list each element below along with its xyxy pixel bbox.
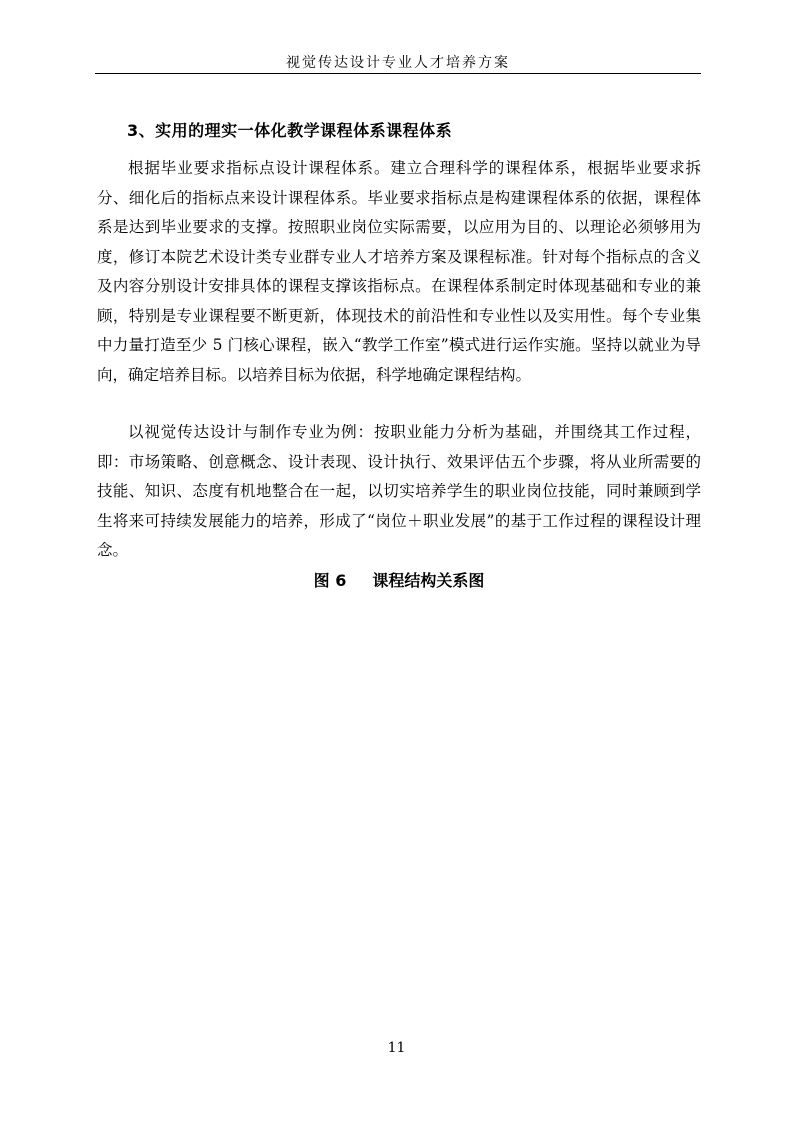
figure-title: 课程结构关系图 <box>372 571 485 590</box>
header-rule <box>95 73 701 74</box>
figure-caption <box>97 568 701 591</box>
figure-number: 图 6 <box>313 571 347 590</box>
body-paragraph-2: 以视觉传达设计与制作专业为例：按职业能力分析为基础，并围绕其工作过程，即：市场策略、创意概念、设计表现、设计执行、效果评估五个步骤，将从业所需要的技能、知识、态度有机地整合在一起，以切实培养学生的职业岗位技能，同时兼顾到学生将来可持续发展能力的培养，形成了“岗位＋职业发展”的基于工作过程的课程设计理念。 <box>97 423 701 559</box>
section-heading: 3、实用的理实一体化教学课程体系课程体系 <box>127 121 453 140</box>
body-paragraph-1: 根据毕业要求指标点设计课程体系。建立合理科学的课程体系，根据毕业要求拆分、细化后的指标点来设计课程体系。毕业要求指标点是构建课程体系的依据，课程体系是达到毕业要求的支撑。按照职业岗位实际需要，以应用为目的、以理论必须够用为度，修订本院艺术设计类专业群专业人才培养方案及课程标准。针对每个指标点的含义及内容分别设计安排具体的课程支撑该指标点。在课程体系制定时体现基础和专业的兼顾，特别是专业课程要不断更新，体现技术的前沿性和专业性以及实用性。每个专业集中力量打造至少 5 门核心课程，嵌入“教学工作室”模式进行运作实施。坚持以就业为导向，确定培养目标。以培养目标为依据，科学地确定课程结构。 <box>97 159 701 384</box>
page-number: 11 <box>387 1040 406 1056</box>
running-header: 视觉传达设计专业人才培养方案 <box>286 55 510 71</box>
